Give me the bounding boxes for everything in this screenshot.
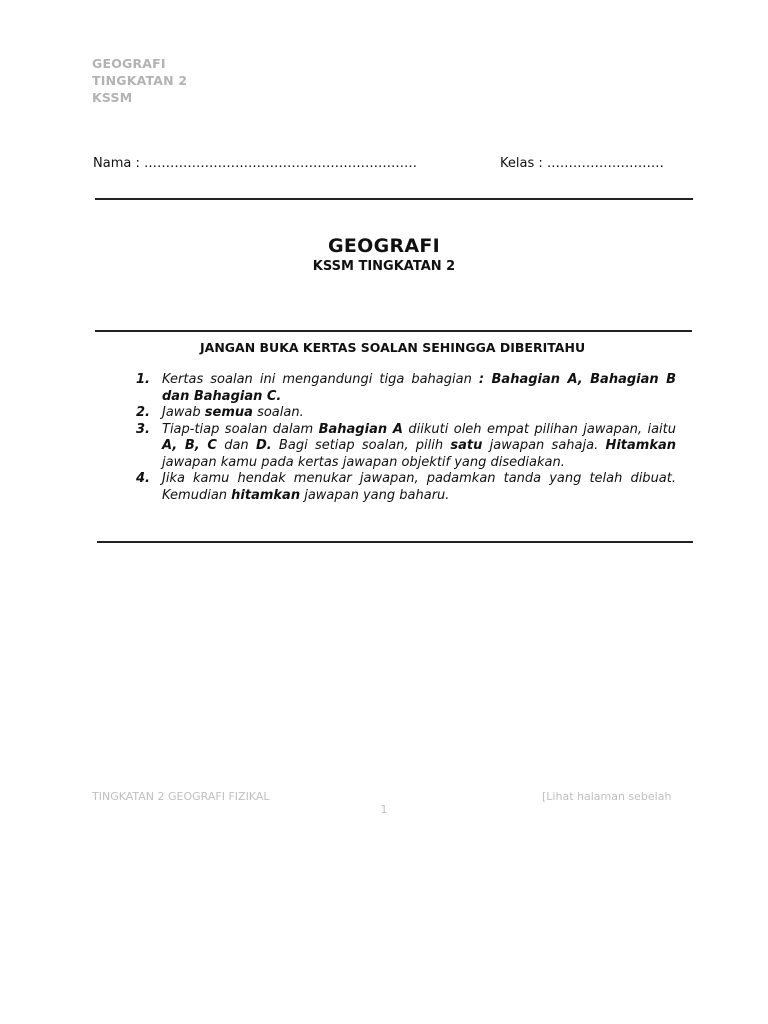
instructions-list (136, 372, 676, 504)
instruction-emphasis: D. (255, 438, 272, 453)
divider-instructions-bottom (97, 541, 693, 543)
instruction-emphasis: semua (204, 405, 253, 420)
page-subtitle: KSSM TINGKATAN 2 (312, 259, 456, 274)
instruction-run: jawapan sahaja. (482, 438, 606, 453)
instruction-run: Bagi setiap soalan, pilih (271, 438, 451, 453)
instruction-item (136, 471, 676, 504)
instruction-item (136, 405, 676, 422)
instruction-run: dan (216, 438, 256, 453)
instruction-run: Jika kamu hendak menukar jawapan, padamkan tanda yang telah dibuat. Kemudian (162, 471, 676, 503)
header-curriculum: KSSM (92, 90, 133, 105)
instruction-emphasis: A, B, C (162, 438, 217, 453)
header-form: TINGKATAN 2 (92, 73, 188, 88)
divider-top (95, 198, 693, 200)
header-subject: GEOGRAFI (92, 56, 166, 71)
header-block (92, 55, 187, 106)
page-number: 1 (380, 803, 388, 816)
instruction-run: Kertas soalan ini mengandungi tiga bahagian (162, 372, 479, 387)
name-field: Nama : ……………………………………………………… (93, 156, 417, 171)
instruction-number: 3. (136, 421, 150, 437)
instruction-text (162, 422, 676, 472)
divider-instructions-top (95, 330, 692, 332)
instruction-emphasis: Bahagian A (318, 421, 403, 437)
footer-right: [Lihat halaman sebelah (542, 790, 672, 803)
instruction-emphasis: : Bahagian A, Bahagian B dan Bahagian C. (162, 372, 676, 404)
instruction-run: soalan. (252, 405, 304, 420)
instruction-text (162, 405, 676, 422)
instruction-number: 2. (136, 405, 150, 420)
instruction-number: 1. (136, 372, 150, 387)
instruction-run: jawapan yang baharu. (300, 487, 450, 503)
footer-left: TINGKATAN 2 GEOGRAFI FIZIKAL (92, 790, 270, 803)
instruction-text (162, 372, 676, 405)
page-title: GEOGRAFI (327, 235, 441, 257)
instruction-run: jawapan kamu pada kertas jawapan objektif yang disediakan. (162, 454, 565, 470)
warning-heading: JANGAN BUKA KERTAS SOALAN SEHINGGA DIBERITAHU (200, 340, 586, 355)
instruction-run: Jawab (162, 405, 205, 420)
instruction-item (136, 372, 676, 405)
instruction-text (162, 471, 676, 504)
instruction-run: diikuti oleh empat pilihan jawapan, iaitu (402, 421, 676, 437)
instruction-run: Tiap-tiap soalan dalam (162, 421, 319, 437)
instruction-item (136, 422, 676, 472)
instruction-emphasis: satu (450, 438, 483, 453)
instruction-emphasis: hitamkan (231, 487, 301, 503)
instruction-number: 4. (136, 471, 150, 486)
instruction-emphasis: Hitamkan (605, 438, 677, 453)
class-field: Kelas : ……………………… (500, 156, 664, 171)
